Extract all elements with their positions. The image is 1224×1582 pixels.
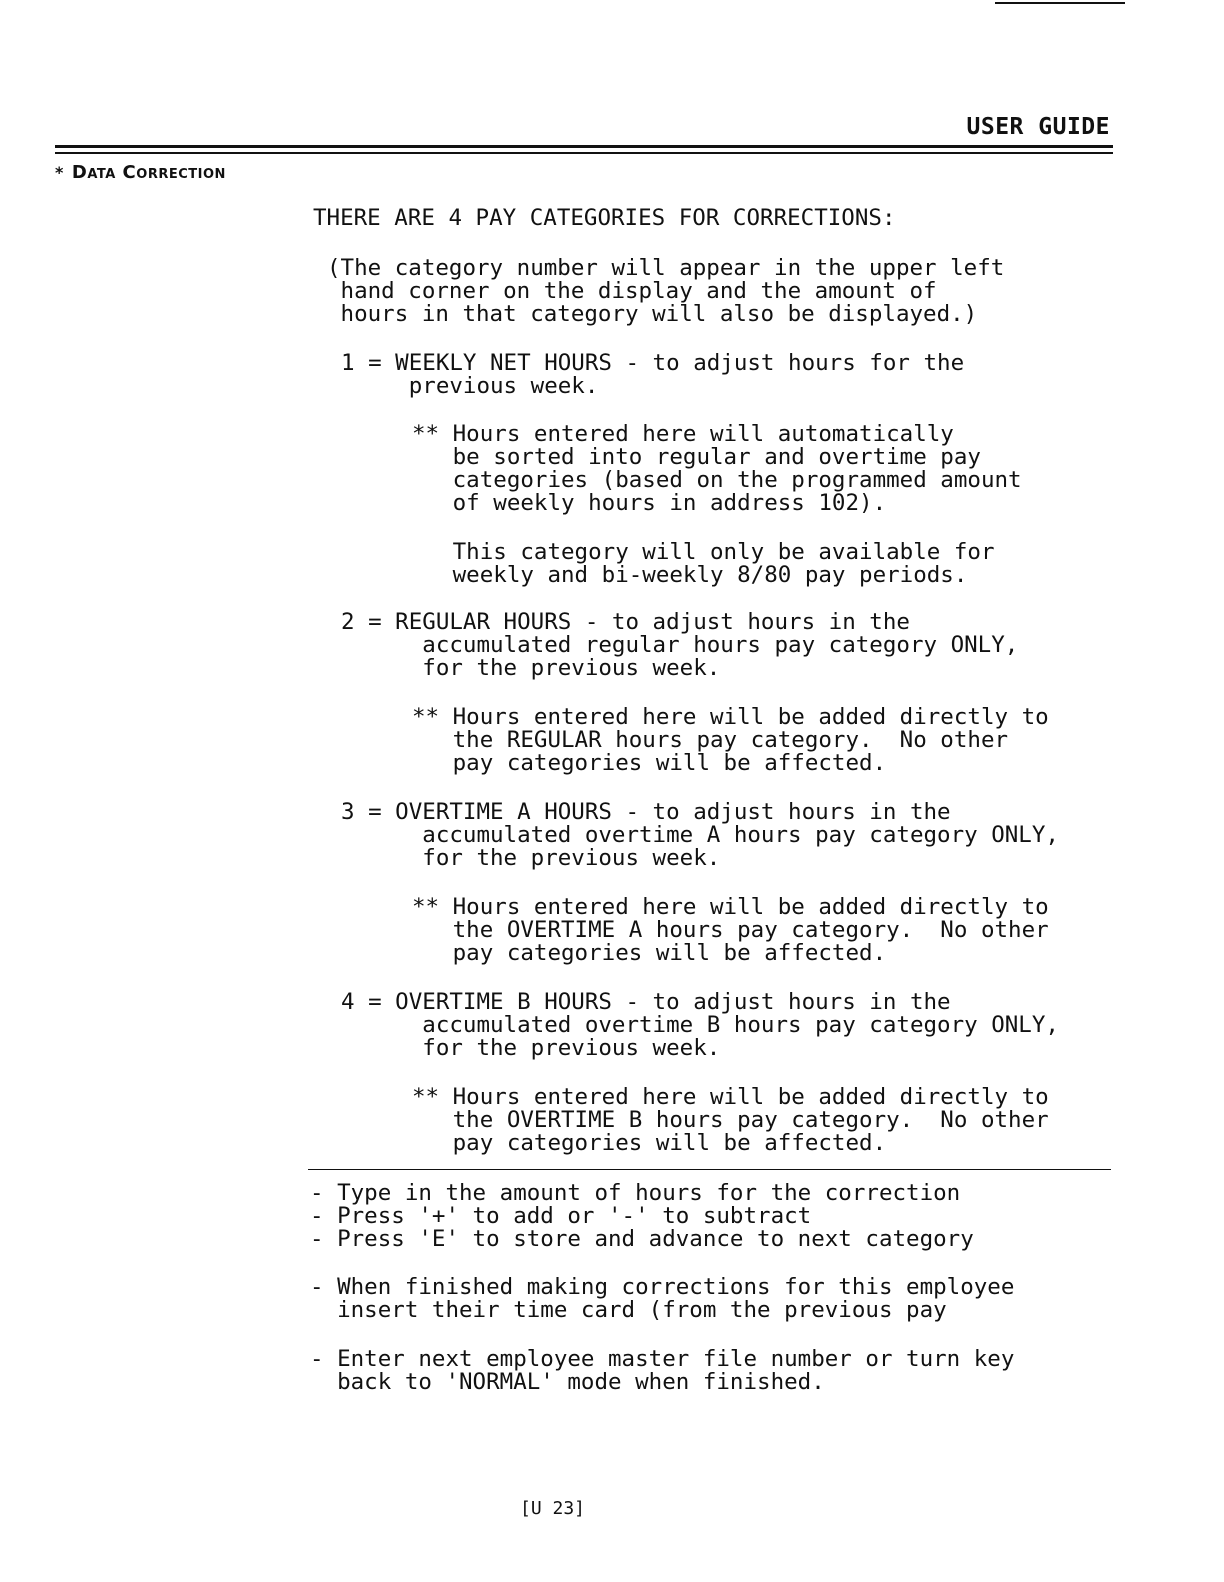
text-line: pay categories will be affected. [412, 750, 887, 776]
section-title [55, 162, 226, 183]
text-line: ** Hours entered here will be added directly to [412, 704, 1049, 730]
text-line: hand corner on the display and the amount of [327, 278, 937, 304]
category-3 [341, 801, 1059, 870]
category-4-note [412, 1086, 1049, 1155]
header-rule-top [55, 145, 1113, 148]
intro-heading: THERE ARE 4 PAY CATEGORIES FOR CORRECTIONS: [313, 205, 896, 231]
section-marker: * [55, 163, 64, 182]
section-title-text: Data Correction [71, 162, 226, 183]
text-line: ** Hours entered here will be added directly to [412, 1084, 1049, 1110]
instructions-keys [310, 1182, 974, 1251]
top-edge-rule [995, 2, 1125, 4]
text-line: hours in that category will also be displayed.) [327, 301, 978, 327]
text-line: categories (based on the programmed amount [412, 467, 1022, 493]
text-line: ** Hours entered here will automatically [412, 421, 954, 447]
text-line: 4 = OVERTIME B HOURS - to adjust hours in the [341, 989, 951, 1015]
text-line: back to 'NORMAL' mode when finished. [310, 1369, 825, 1395]
running-head: USER GUIDE [966, 114, 1110, 140]
instructions-next [310, 1348, 1014, 1394]
text-line: This category will only be available for [412, 539, 995, 565]
text-line: ** Hours entered here will be added directly to [412, 894, 1049, 920]
text-line: (The category number will appear in the upper left [327, 255, 1005, 281]
text-line: 1 = WEEKLY NET HOURS - to adjust hours for the [341, 350, 965, 376]
text-line: accumulated regular hours pay category ONLY, [341, 632, 1019, 658]
category-4 [341, 991, 1059, 1060]
text-line: accumulated overtime A hours pay category ONLY, [341, 822, 1059, 848]
text-line: pay categories will be affected. [412, 1130, 887, 1156]
text-line: previous week. [341, 373, 599, 399]
instructions-finish [310, 1276, 1014, 1322]
section-divider [308, 1169, 1111, 1170]
text-line: 2 = REGULAR HOURS - to adjust hours in the [341, 609, 910, 635]
text-line: be sorted into regular and overtime pay [412, 444, 981, 470]
header-rule-bottom [55, 152, 1113, 154]
text-line: 3 = OVERTIME A HOURS - to adjust hours in the [341, 799, 951, 825]
category-1-note [412, 423, 1022, 515]
text-line: accumulated overtime B hours pay category ONLY, [341, 1012, 1059, 1038]
text-line: weekly and bi-weekly 8/80 pay periods. [412, 562, 968, 588]
category-2-note [412, 706, 1049, 775]
text-line: - Enter next employee master file number or turn key [310, 1346, 1015, 1372]
category-1 [341, 352, 964, 398]
text-line: - Press '+' to add or '-' to subtract [310, 1203, 812, 1229]
text-line: for the previous week. [341, 1035, 721, 1061]
intro-note [327, 257, 1004, 326]
category-2 [341, 611, 1018, 680]
text-line: - Press 'E' to store and advance to next category [310, 1226, 974, 1252]
category-3-note [412, 896, 1049, 965]
text-line: of weekly hours in address 102). [412, 490, 887, 516]
page-number: [U 23] [520, 1498, 586, 1519]
text-line: insert their time card (from the previous pay [310, 1297, 947, 1323]
text-line: pay categories will be affected. [412, 940, 887, 966]
text-line: for the previous week. [341, 655, 721, 681]
text-line: - When finished making corrections for this employee [310, 1274, 1015, 1300]
category-1-availability-note [412, 541, 994, 587]
text-line: for the previous week. [341, 845, 721, 871]
text-line: the OVERTIME B hours pay category. No other [412, 1107, 1049, 1133]
text-line: the OVERTIME A hours pay category. No other [412, 917, 1049, 943]
text-line: - Type in the amount of hours for the correction [310, 1180, 961, 1206]
text-line: the REGULAR hours pay category. No other [412, 727, 1009, 753]
